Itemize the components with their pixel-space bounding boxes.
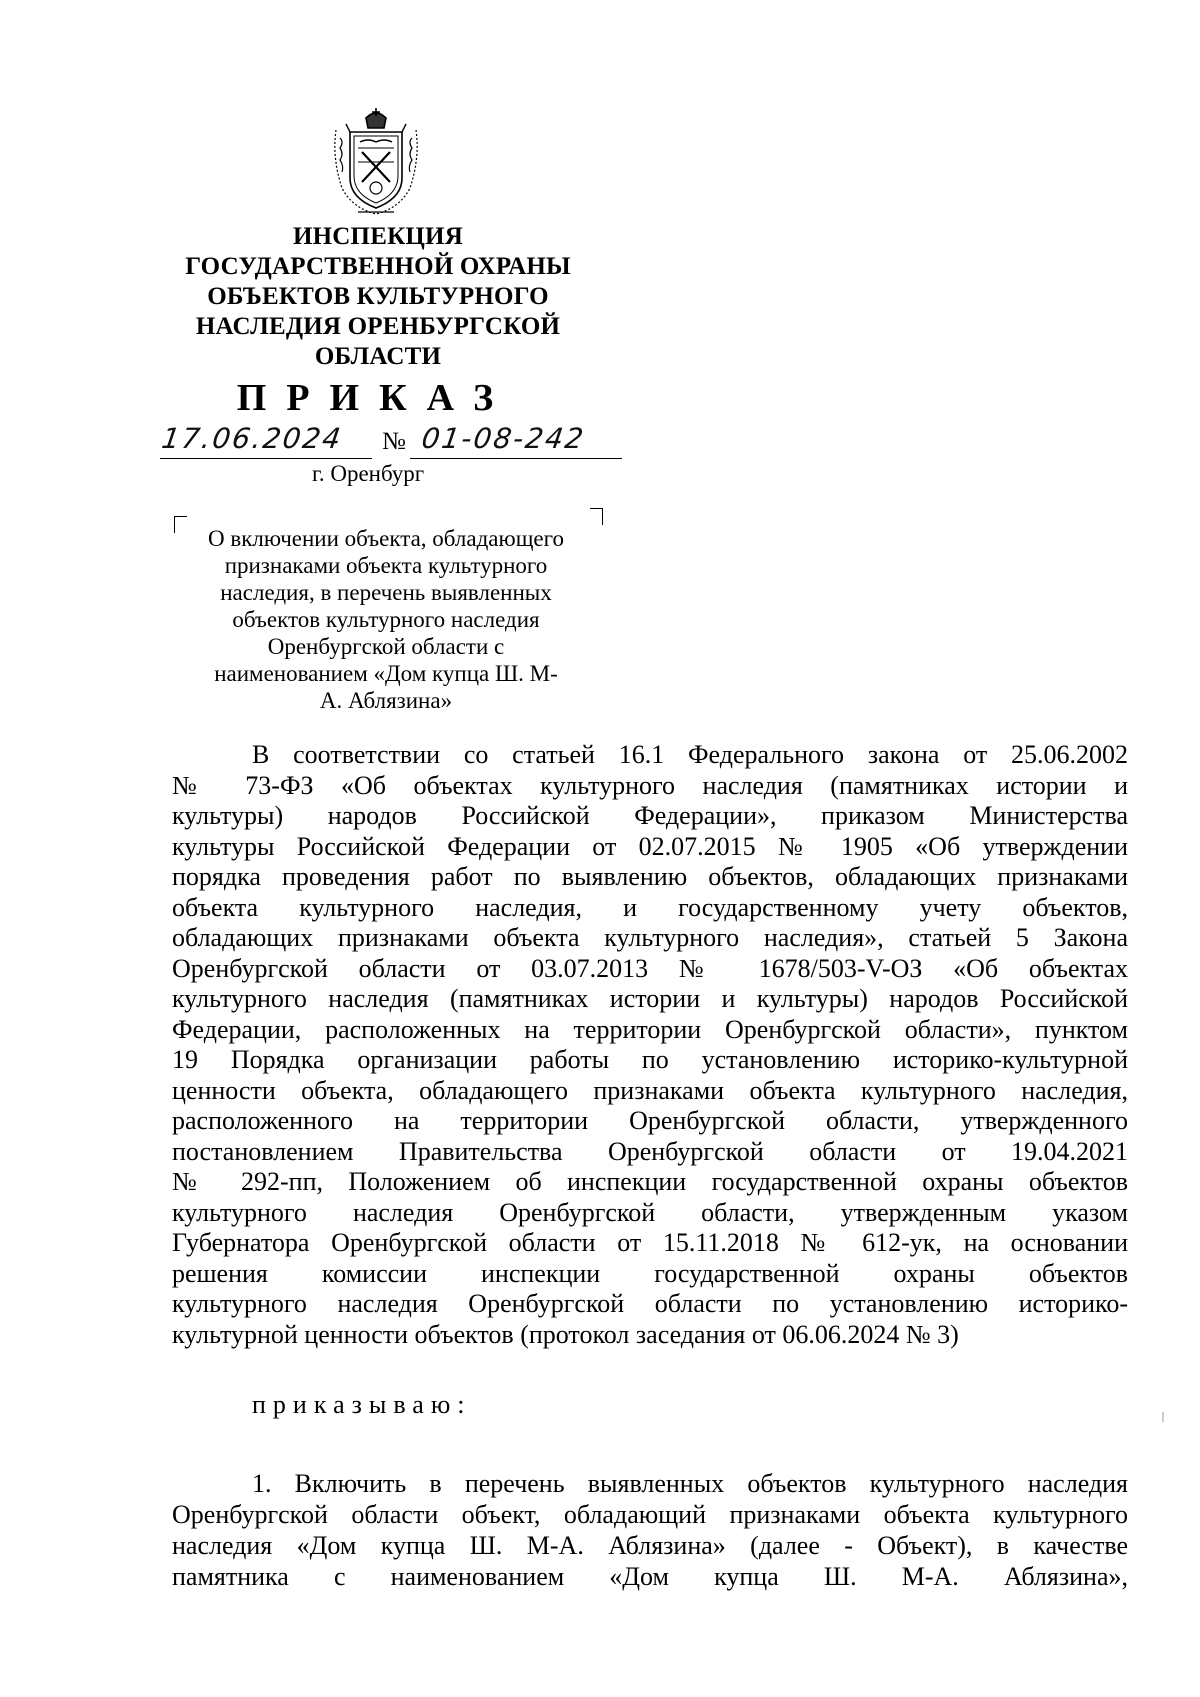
preamble-line: культурного наследия (памятниках истории и культуры) народов Российской (172, 984, 1128, 1013)
agency-name-line: НАСЛЕДИЯ ОРЕНБУРГСКОЙ (195, 313, 561, 340)
preamble-paragraph (172, 740, 1128, 1350)
agency-name-line: ГОСУДАРСТВЕННОЙ ОХРАНЫ (185, 253, 571, 280)
agency-name-line: ОБЛАСТИ (314, 343, 442, 370)
subject-line: О включении объекта, обладающего (208, 526, 564, 551)
agency-name (160, 222, 596, 372)
preamble-line: В соответствии со статьей 16.1 Федерального закона от 25.06.2002 (252, 740, 1128, 769)
date-underline (160, 458, 372, 459)
preamble-line: ценности объекта, обладающего признаками объекта культурного наследия, (172, 1075, 1128, 1105)
preamble-line: культуры) народов Российской Федерации», приказом Министерства (172, 801, 1128, 830)
order-date-number (160, 422, 630, 462)
preamble-line: Оренбургской области от 03.07.2013 № 1678/503-V-ОЗ «Об объектах (172, 953, 1128, 983)
order-item-1 (172, 1468, 1128, 1592)
subject-line: наименованием «Дом купца Ш. М- (214, 661, 558, 686)
order-date: 17.06.2024 (159, 422, 345, 455)
preamble-line: решения комиссии инспекции государственной охраны объектов (172, 1258, 1128, 1288)
preamble-line: культурного наследия Оренбургской области, утвержденным указом (172, 1197, 1128, 1227)
preamble-line: культуры Российской Федерации от 02.07.2015 № 1905 «Об утверждении (172, 831, 1128, 861)
preamble-line: № 73-ФЗ «Об объектах культурного наследия (памятниках истории и (172, 770, 1128, 800)
subject-line: наследия, в перечень выявленных (220, 580, 552, 605)
subject-line: признаками объекта культурного (224, 553, 548, 578)
order-number: 01-08-242 (419, 422, 588, 455)
coat-of-arms-emblem (328, 108, 424, 218)
item-line: наследия «Дом купца Ш. М-А. Аблязина» (далее - Объект), в качестве (172, 1531, 1128, 1560)
city: г. Оренбург (312, 461, 425, 486)
preamble-line: Губернатора Оренбургской области от 15.11.2018 № 612-ук, на основании (172, 1228, 1128, 1257)
directive-word: приказываю: (252, 1390, 472, 1419)
scan-artifact (1162, 1412, 1164, 1422)
agency-name-line: ИНСПЕКЦИЯ (293, 223, 463, 250)
preamble-line: культурного наследия Оренбургской области по установлению историко- (172, 1289, 1128, 1318)
subject-line: объектов культурного наследия (232, 607, 540, 632)
preamble-line: расположенного на территории Оренбургской области, утвержденного (172, 1106, 1128, 1135)
preamble-line: объекта культурного наследия, и государственному учету объектов, (172, 892, 1128, 922)
preamble-line: № 292-пп, Положением об инспекции государственной охраны объектов (172, 1167, 1128, 1196)
agency-name-line: ОБЪЕКТОВ КУЛЬТУРНОГО (207, 283, 549, 310)
number-sign: № (382, 428, 406, 455)
order-subject (176, 525, 596, 714)
subject-line: Оренбургской области с (267, 634, 505, 659)
preamble-line: Федерации, расположенных на территории Оренбургской области», пунктом (172, 1014, 1128, 1044)
subject-line: А. Аблязина» (319, 688, 453, 713)
preamble-line: обладающих признаками объекта культурного наследия», статьей 5 Закона (172, 923, 1128, 952)
document-title: ПРИКАЗ (236, 377, 514, 419)
number-underline (410, 458, 622, 459)
preamble-line: постановлением Правительства Оренбургской области от 19.04.2021 (172, 1136, 1128, 1166)
item-line: памятника с наименованием «Дом купца Ш. М-А. Аблязина», (172, 1562, 1128, 1591)
item-line: 1. Включить в перечень выявленных объектов культурного наследия (252, 1469, 1128, 1498)
preamble-line: 19 Порядка организации работы по установлению историко-культурной (172, 1045, 1128, 1074)
subject-bracket-right (590, 508, 603, 525)
preamble-line: порядка проведения работ по выявлению объектов, обладающих признаками (172, 862, 1128, 891)
preamble-line: культурной ценности объектов (протокол заседания от 06.06.2024 № 3) (172, 1319, 959, 1349)
item-line: Оренбургской области объект, обладающий признаками объекта культурного (172, 1500, 1128, 1529)
